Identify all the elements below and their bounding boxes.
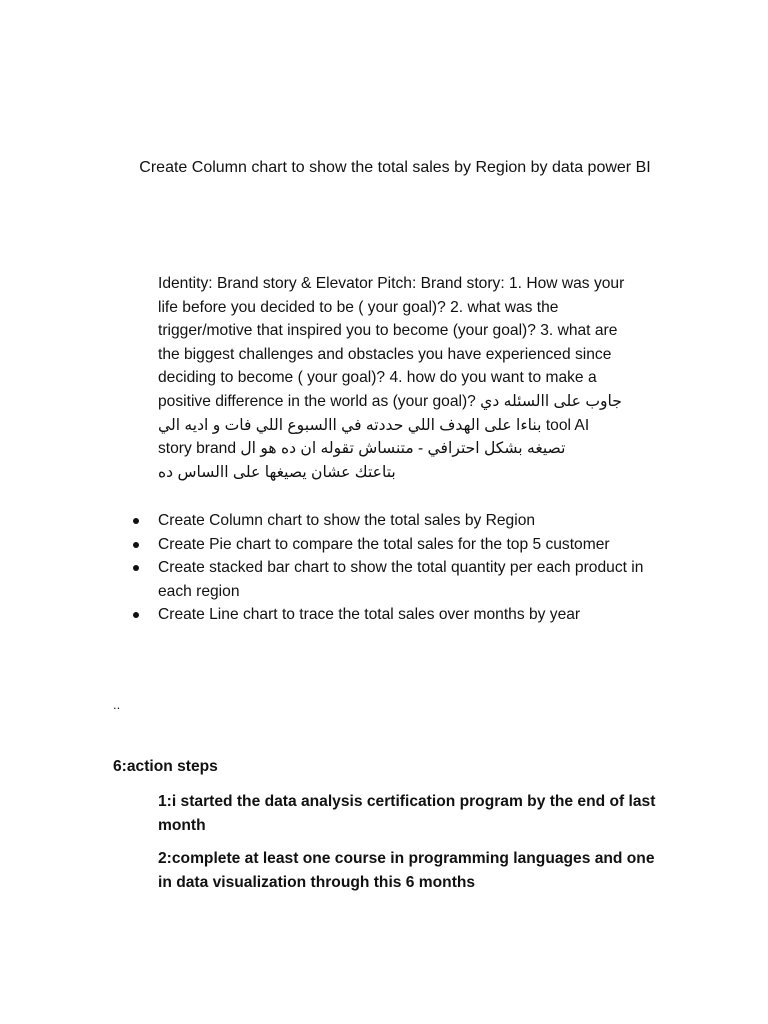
paragraph-line: life before you decided to be ( your goal)? 2. what was the — [158, 298, 559, 316]
bullet-text: Create Pie chart to compare the total sales for the top 5 customer — [158, 535, 610, 553]
action-step-item: 2:complete at least one course in programming languages and one in data visualization through this 6 months — [158, 850, 655, 891]
section-heading: 6:action steps — [113, 758, 218, 775]
bullet-item — [128, 509, 668, 533]
bullet-text: Create Line chart to trace the total sales over months by year — [158, 606, 581, 624]
action-step-item: 1:i started the data analysis certification program by the end of last month — [158, 793, 656, 834]
task-bullet-list — [128, 509, 668, 627]
bullet-text: Create Column chart to show the total sales by Region — [158, 512, 536, 529]
paragraph-line: Identity: Brand story & Elevator Pitch: Brand story: 1. How was your — [158, 275, 625, 292]
bullet-dot-icon — [133, 518, 139, 524]
brand-story-paragraph — [158, 272, 658, 484]
paragraph-line: story brand تصيغه بشكل احترافي - متنساش تقوله ان ده هو ال — [158, 440, 566, 458]
document-title: Create Column chart to show the total sales by Region by data power BI — [139, 159, 651, 176]
paragraph-line: بتاعتك عشان يصيغها على االساس ده — [158, 463, 396, 481]
separator-dots: .. — [113, 697, 121, 712]
bullet-item — [128, 533, 668, 557]
bullet-dot-icon — [133, 542, 139, 548]
bullet-dot-icon — [133, 612, 139, 618]
paragraph-line: trigger/motive that inspired you to become (your goal)? 3. what are — [158, 322, 618, 340]
bullet-item — [128, 603, 668, 627]
paragraph-line: deciding to become ( your goal)? 4. how do you want to make a — [158, 369, 597, 387]
bullet-text: Create stacked bar chart to show the total quantity per each product in each region — [158, 559, 644, 600]
paragraph-line: the biggest challenges and obstacles you have experienced since — [158, 345, 612, 363]
paragraph-line: positive difference in the world as (your goal)? جاوب على االسئله دي — [158, 392, 622, 410]
bullet-dot-icon — [133, 565, 139, 571]
bullet-item — [128, 556, 668, 603]
paragraph-line: بناءا على الهدف اللي حددته في االسبوع اللي فات و اديه الي tool AI — [158, 416, 590, 434]
action-steps-list — [158, 790, 658, 904]
